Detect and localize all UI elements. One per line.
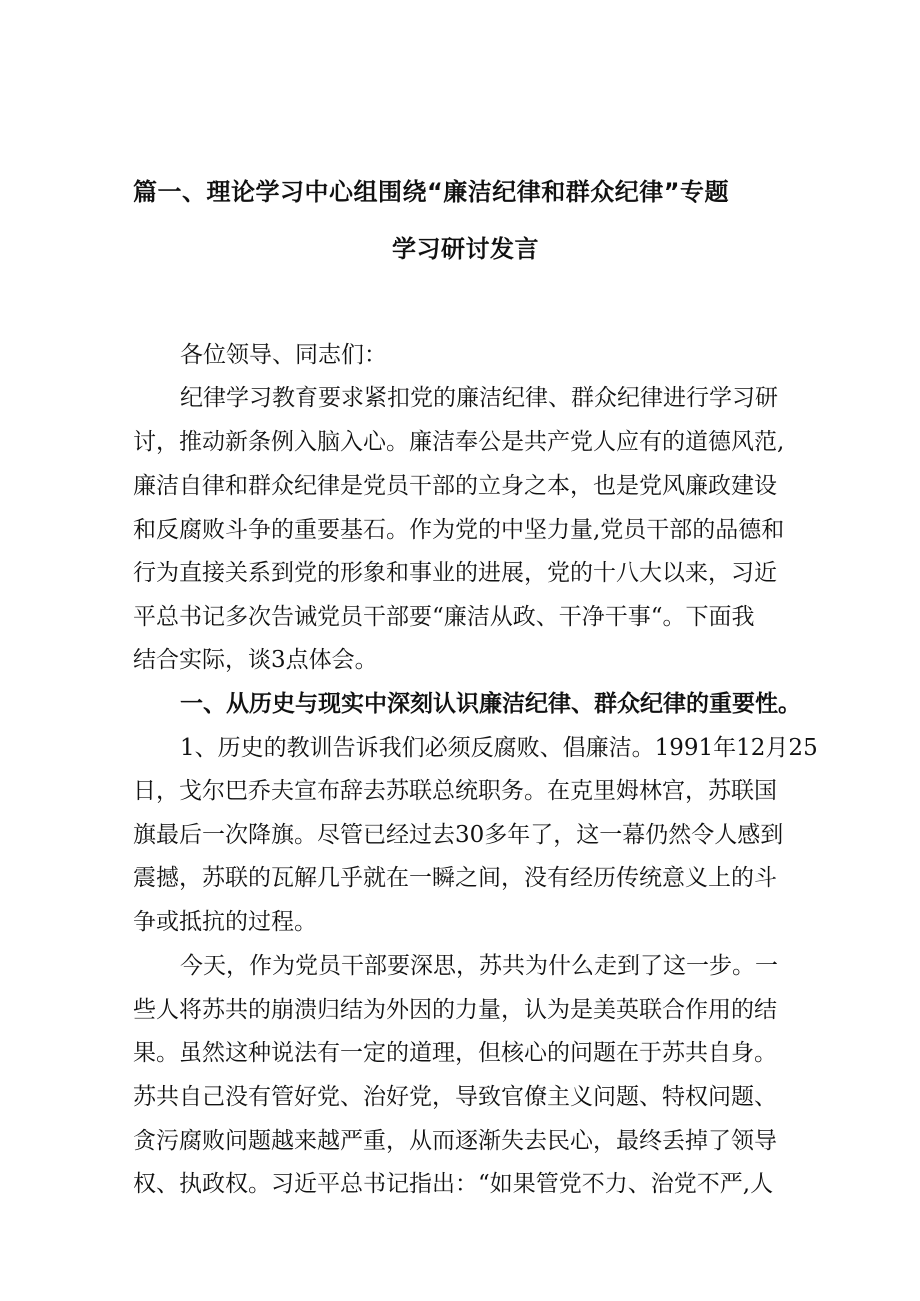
paragraph-line: 结合实际，谈3点体会。	[133, 647, 378, 673]
paragraph-line: 些人将苏共的崩溃归结为外因的力量，认为是美英联合作用的结	[133, 997, 777, 1023]
document-title-line-2: 学习研讨发言	[392, 235, 539, 263]
paragraph-line: 权、执政权。习近平总书记指出：“如果管党不力、治党不严,人	[133, 1171, 774, 1197]
document-title-line-1: 篇一、理论学习中心组围绕“廉洁纪律和群众纪律”专题	[133, 178, 730, 206]
paragraph-line: 争或抵抗的过程。	[133, 909, 317, 935]
paragraph-line: 果。虽然这种说法有一定的道理，但核心的问题在于苏共自身。	[133, 1040, 777, 1066]
paragraph-line: 和反腐败斗争的重要基石。作为党的中坚力量,党员干部的品德和	[133, 517, 785, 543]
paragraph-line: 平总书记多次告诫党员干部要“廉洁从政、干净干事“。下面我	[133, 604, 755, 630]
paragraph-line: 震撼，苏联的瓦解几乎就在一瞬之间，没有经历传统意义上的斗	[133, 865, 777, 891]
paragraph-line: 今天，作为党员干部要深思，苏共为什么走到了这一步。一	[180, 953, 778, 979]
paragraph-line: 行为直接关系到党的形象和事业的进展，党的十八大以来，习近	[133, 560, 777, 586]
paragraph-line: 纪律学习教育要求紧扣党的廉洁纪律、群众纪律进行学习研	[180, 385, 778, 411]
paragraph-line: 廉洁自律和群众纪律是党员干部的立身之本，也是党风廉政建设	[133, 473, 777, 499]
greeting: 各位领导、同志们：	[180, 342, 387, 368]
paragraph-line: 1、历史的教训告诉我们必须反腐败、倡廉洁。1991年12月25	[180, 735, 818, 761]
section-heading: 一、从历史与现实中深刻认识廉洁纪律、群众纪律的重要性。	[180, 691, 801, 717]
paragraph-line: 讨，推动新条例入脑入心。廉洁奉公是共产党人应有的道德风范,	[133, 429, 785, 455]
paragraph-line: 贪污腐败问题越来越严重，从而逐渐失去民心，最终丢掉了领导	[133, 1128, 777, 1154]
paragraph-line: 日，戈尔巴乔夫宣布辞去苏联总统职务。在克里姆林宫，苏联国	[133, 778, 777, 804]
paragraph-line: 苏共自己没有管好党、治好党，导致官僚主义问题、特权问题、	[133, 1084, 777, 1110]
paragraph-line: 旗最后一次降旗。尽管已经过去30多年了，这一幕仍然令人感到	[133, 822, 784, 848]
